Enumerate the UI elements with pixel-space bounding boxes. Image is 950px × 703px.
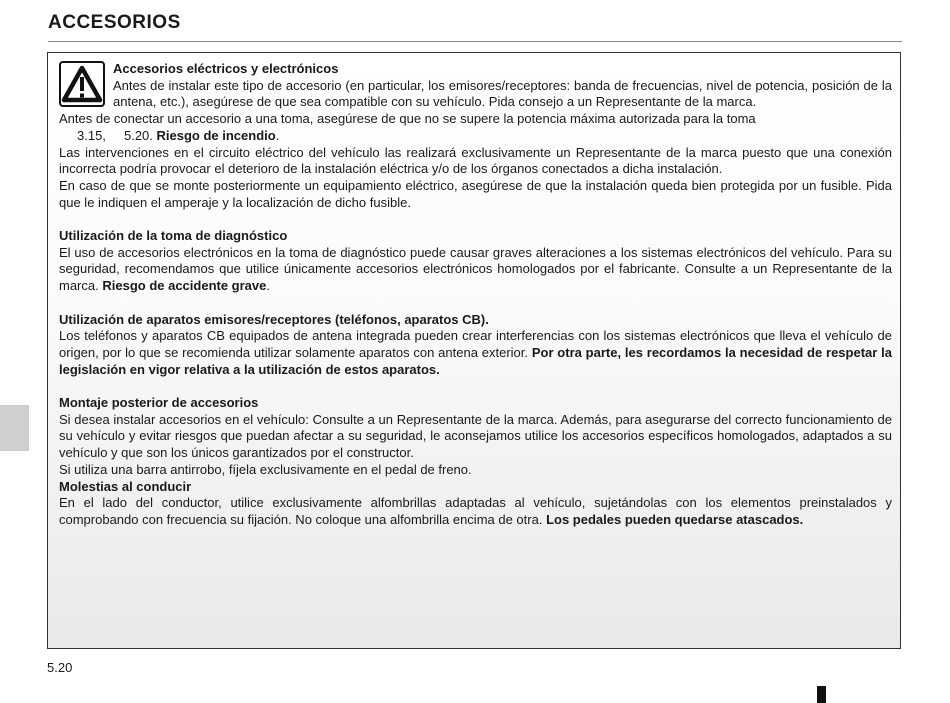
title-divider: [48, 41, 902, 42]
driver-text: En el lado del conductor, utilice exclusivamente alfombrillas adaptadas al vehículo, sujetándolas con los elementos preinstalados y comprobando con frecuencia su fijación. No coloque una alfombrilla encima de otra.: [59, 495, 892, 527]
end-marker: [817, 686, 826, 703]
diagnostic-text: El uso de accesorios electrónicos en la toma de diagnóstico puede causar graves alteraciones a los sistemas electrónicos del vehículo. Para su seguridad, recomendamos que utilice únicamente accesorios electrónicos homologados por el fabricante. Consulte a un Representante de la marca.: [59, 244, 892, 294]
cb-text: Los teléfonos y aparatos CB equipados de antena integrada pueden crear interferencias con los sistemas electrónicos que lleva el vehículo de origen, por lo que se recomienda utilizar solamente aparatos con antena exterior.: [59, 328, 892, 360]
cb-heading: Utilización de aparatos emisores/receptores (teléfonos, aparatos CB).: [59, 311, 489, 327]
interventions-paragraph: Las intervenciones en el circuito eléctrico del vehículo las realizará exclusivamente un Representante de la marca puesto que una conexión incorrecta podría provocar el deterioro de la instalación eléctrica y/o de los órganos conectados a dicha instalación.: [59, 144, 892, 177]
electrical-intro: Antes de instalar este tipo de accesorio (en particular, los emisores/receptores: banda de frecuencias, nivel de potencia, posición de la antena, etc.), asegúrese de que sea compatible con su vehículo. Pida consejo a un Representante de la marca.: [113, 77, 892, 110]
diagnostic-heading: Utilización de la toma de diagnóstico: [59, 228, 288, 244]
driver-paragraph: [59, 495, 892, 528]
page-title: ACCESORIOS: [48, 12, 181, 33]
warning-content: [59, 61, 892, 529]
accident-risk-text: Riesgo de accidente grave: [102, 278, 267, 294]
section-tab: [0, 405, 29, 451]
power-refs: 3.15, 5.20.: [77, 127, 153, 143]
power-text: Antes de conectar un accesorio a una toma, asegúrese de que no se supere la potencia máxima autorizada para la toma: [59, 111, 756, 127]
warning-triangle-icon: [59, 61, 105, 107]
mounting-paragraph: Si desea instalar accesorios en el vehículo: Consulte a un Representante de la marca. Además, para asegurarse del correcto funcionamiento de su vehículo y evitar riesgos que puedan afectar a su seguridad, le aconsejamos utilice los accesorios específicos homologados, adaptados a su vehículo y que son los únicos garantizados por el constructor.: [59, 411, 892, 461]
fuse-paragraph: En caso de que se monte posteriormente un equipamiento eléctrico, asegúrese de que la instalación queda bien protegida por un fusible. Pida que le indiquen el amperaje y la localización de dicho fusible.: [59, 177, 892, 210]
electrical-heading: Accesorios eléctricos y electrónicos: [113, 61, 339, 76]
page-number: 5.20: [47, 660, 73, 675]
driver-heading: Molestias al conducir: [59, 478, 192, 494]
power-paragraph: Antes de conectar un accesorio a una toma, asegúrese de que no se supere la potencia máxima autorizada para la toma 3.15, 5.20. Riesgo de incendio.: [59, 111, 756, 143]
mounting-heading: Montaje posterior de accesorios: [59, 395, 259, 411]
cb-paragraph: [59, 328, 892, 378]
legislation-text: Por otra parte, les recordamos la necesidad de respetar la legislación en vigor relativa a la utilización de estos aparatos.: [59, 344, 892, 377]
diagnostic-paragraph: El uso de accesorios electrónicos en la toma de diagnóstico puede causar graves alteraciones a los sistemas electrónicos del vehículo. Para su seguridad, recomendamos que utilice únicamente accesorios electrónicos homologados por el fabricante. Consulte a un Representante de la marca. Riesgo de accidente grave.: [59, 244, 892, 294]
fire-risk-text: Riesgo de incendio: [156, 127, 276, 143]
pedals-warning-text: Los pedales pueden quedarse atascados.: [546, 511, 804, 527]
antitheft-paragraph: Si utiliza una barra antirrobo, fíjela exclusivamente en el pedal de freno.: [59, 461, 472, 477]
warning-box: [47, 52, 901, 649]
